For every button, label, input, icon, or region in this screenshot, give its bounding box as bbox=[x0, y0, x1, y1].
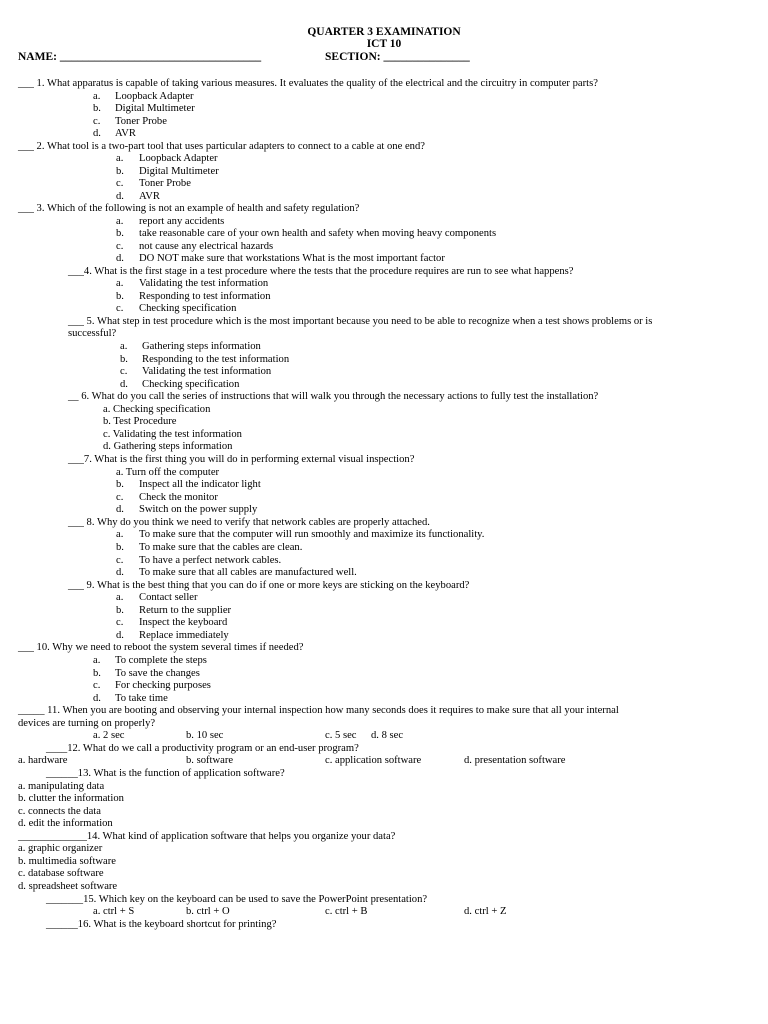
exam-text-line: a. bbox=[116, 529, 124, 540]
exam-text-line: DO NOT make sure that workstations What is the most important factor bbox=[139, 253, 445, 264]
exam-text-line: To make sure that the computer will run smoothly and maximize its functionality. bbox=[139, 529, 485, 540]
exam-text-line: ___ 1. What apparatus is capable of taking various measures. It evaluates the quality of the electrical and the circuitry in computer parts? bbox=[18, 78, 598, 89]
exam-text-line: devices are turning on properly? bbox=[18, 718, 156, 729]
exam-text-line: To take time bbox=[115, 693, 168, 704]
exam-text-line: b. bbox=[116, 542, 124, 553]
exam-text-line: c. database software bbox=[18, 868, 104, 879]
exam-text-line: Switch on the power supply bbox=[139, 504, 258, 515]
exam-text-line: a. bbox=[93, 91, 101, 102]
exam-text-line: b. Test Procedure bbox=[103, 416, 177, 427]
exam-text-line: Checking specification bbox=[142, 379, 240, 390]
exam-text-line: a. 2 sec bbox=[93, 730, 125, 741]
exam-text-line: Toner Probe bbox=[139, 178, 191, 189]
exam-text-line: a. bbox=[93, 655, 101, 666]
exam-text-line: c. bbox=[93, 116, 101, 127]
exam-text-line: a. bbox=[120, 341, 128, 352]
exam-text-line: Inspect all the indicator light bbox=[139, 479, 261, 490]
exam-text-line: a. ctrl + S bbox=[93, 906, 135, 917]
exam-text-line: To make sure that the cables are clean. bbox=[139, 542, 303, 553]
exam-text-line: b. bbox=[116, 605, 124, 616]
exam-text-line: To make sure that all cables are manufactured well. bbox=[139, 567, 357, 578]
exam-subject: ICT 10 bbox=[366, 38, 402, 50]
exam-text-line: To complete the steps bbox=[115, 655, 207, 666]
exam-text-line: Check the monitor bbox=[139, 492, 218, 503]
exam-text-line: c. bbox=[93, 680, 101, 691]
exam-text-line: Digital Multimeter bbox=[115, 103, 195, 114]
exam-text-line: ___ 2. What tool is a two-part tool that uses particular adapters to connect to a cable at one end? bbox=[18, 141, 425, 152]
exam-text-line: b. clutter the information bbox=[18, 793, 124, 804]
exam-text-line: Loopback Adapter bbox=[115, 91, 194, 102]
exam-text-line: ___7. What is the first thing you will do in performing external visual inspection? bbox=[68, 454, 415, 465]
exam-text-line: not cause any electrical hazards bbox=[139, 241, 274, 252]
exam-text-line: d. Gathering steps information bbox=[103, 441, 233, 452]
exam-text-line: ______16. What is the keyboard shortcut for printing? bbox=[46, 919, 277, 930]
exam-text-line: d. bbox=[116, 253, 124, 264]
exam-text-line: To save the changes bbox=[115, 668, 200, 679]
exam-text-line: d. bbox=[116, 191, 124, 202]
exam-text-line: a. Turn off the computer bbox=[116, 467, 220, 478]
exam-text-line: b. bbox=[116, 228, 124, 239]
exam-text-line: take reasonable care of your own health and safety when moving heavy components bbox=[139, 228, 497, 239]
exam-text-line: c. application software bbox=[325, 755, 422, 766]
exam-text-line: ______13. What is the function of application software? bbox=[46, 768, 285, 779]
exam-text-line: a. bbox=[116, 216, 124, 227]
exam-text-line: c. bbox=[116, 178, 124, 189]
exam-text-line: report any accidents bbox=[139, 216, 225, 227]
exam-title: QUARTER 3 EXAMINATION bbox=[307, 26, 461, 38]
exam-text-line: b. bbox=[93, 103, 101, 114]
exam-text-line: To have a perfect network cables. bbox=[139, 555, 282, 566]
exam-text-line: b. bbox=[93, 668, 101, 679]
exam-text-line: Validating the test information bbox=[139, 278, 269, 289]
exam-text-line: ___4. What is the first stage in a test procedure where the tests that the procedure requires are run to see what happens? bbox=[68, 266, 574, 277]
exam-text-line: Responding to test information bbox=[139, 291, 271, 302]
exam-text-line: d. spreadsheet software bbox=[18, 881, 118, 892]
exam-text-line: Contact seller bbox=[139, 592, 198, 603]
exam-text-line: b. bbox=[116, 291, 124, 302]
exam-text-line: c. bbox=[116, 555, 124, 566]
exam-text-line: ___ 3. Which of the following is not an example of health and safety regulation? bbox=[18, 203, 360, 214]
exam-text-line: c. ctrl + B bbox=[325, 906, 368, 917]
exam-text-line: Replace immediately bbox=[139, 630, 229, 641]
exam-text-line: AVR bbox=[115, 128, 137, 139]
exam-text-line: d. ctrl + Z bbox=[464, 906, 507, 917]
exam-text-line: b. ctrl + O bbox=[186, 906, 230, 917]
exam-text-line: d. presentation software bbox=[464, 755, 566, 766]
exam-text-line: a. Checking specification bbox=[103, 404, 211, 415]
exam-text-line: Inspect the keyboard bbox=[139, 617, 228, 628]
exam-text-line: d. bbox=[120, 379, 128, 390]
exam-text-line: Return to the supplier bbox=[139, 605, 232, 616]
exam-text-line: c. Validating the test information bbox=[103, 429, 242, 440]
name-field-line[interactable]: NAME: ___________________________________ bbox=[18, 51, 262, 63]
exam-text-line: ___ 8. Why do you think we need to verify that network cables are properly attached. bbox=[68, 517, 430, 528]
exam-text-line: a. bbox=[116, 278, 124, 289]
exam-text-line: d. bbox=[116, 504, 124, 515]
exam-text-line: a. bbox=[116, 592, 124, 603]
exam-text-line: a. hardware bbox=[18, 755, 68, 766]
exam-text-line: c. connects the data bbox=[18, 806, 101, 817]
exam-text-line: d. bbox=[116, 630, 124, 641]
exam-text-line: AVR bbox=[139, 191, 161, 202]
exam-text-line: _____ 11. When you are booting and observing your internal inspection how many seconds does it requires to make sure that all your internal bbox=[18, 705, 619, 716]
exam-text-line: d. bbox=[93, 693, 101, 704]
exam-text-line: Loopback Adapter bbox=[139, 153, 218, 164]
exam-text-line: ____12. What do we call a productivity program or an end-user program? bbox=[46, 743, 359, 754]
exam-text-line: b. 10 sec bbox=[186, 730, 224, 741]
exam-text-line: ___ 10. Why we need to reboot the system several times if needed? bbox=[18, 642, 304, 653]
exam-text-line: ___ 5. What step in test procedure which is the most important because you need to be able to recognize when a test shows problems or is bbox=[68, 316, 653, 327]
exam-text-line: _______15. Which key on the keyboard can be used to save the PowerPoint presentation? bbox=[46, 894, 428, 905]
exam-text-line: successful? bbox=[68, 328, 117, 339]
exam-text-line: c. bbox=[120, 366, 128, 377]
exam-text-line: __ 6. What do you call the series of instructions that will walk you through the necessary actions to fully test the installation? bbox=[68, 391, 599, 402]
exam-text-line: b. bbox=[120, 354, 128, 365]
exam-text-line: Responding to the test information bbox=[142, 354, 290, 365]
exam-text-line: c. bbox=[116, 492, 124, 503]
exam-text-line: a. bbox=[116, 153, 124, 164]
exam-text-line: a. manipulating data bbox=[18, 781, 105, 792]
exam-text-line: d. 8 sec bbox=[371, 730, 404, 741]
section-field-line[interactable]: SECTION: _______________ bbox=[325, 51, 470, 63]
exam-text-line: _____________14. What kind of application software that helps you organize your data? bbox=[18, 831, 396, 842]
exam-text-line: Validating the test information bbox=[142, 366, 272, 377]
exam-text-line: d. edit the information bbox=[18, 818, 113, 829]
exam-text-line: Digital Multimeter bbox=[139, 166, 219, 177]
exam-text-line: b. bbox=[116, 479, 124, 490]
exam-text-line: Checking specification bbox=[139, 303, 237, 314]
exam-text-line: c. bbox=[116, 303, 124, 314]
exam-text-line: c. bbox=[116, 241, 124, 252]
exam-text-line: Gathering steps information bbox=[142, 341, 261, 352]
exam-text-line: a. graphic organizer bbox=[18, 843, 103, 854]
exam-text-line: d. bbox=[116, 567, 124, 578]
exam-text-line: c. 5 sec bbox=[325, 730, 357, 741]
exam-text-line: b. bbox=[116, 166, 124, 177]
exam-text-line: Toner Probe bbox=[115, 116, 167, 127]
exam-text-line: b. multimedia software bbox=[18, 856, 116, 867]
exam-text-line: d. bbox=[93, 128, 101, 139]
exam-text-line: ___ 9. What is the best thing that you can do if one or more keys are sticking on the keyboard? bbox=[68, 580, 470, 591]
exam-text-line: For checking purposes bbox=[115, 680, 211, 691]
exam-text-line: c. bbox=[116, 617, 124, 628]
exam-text-line: b. software bbox=[186, 755, 234, 766]
